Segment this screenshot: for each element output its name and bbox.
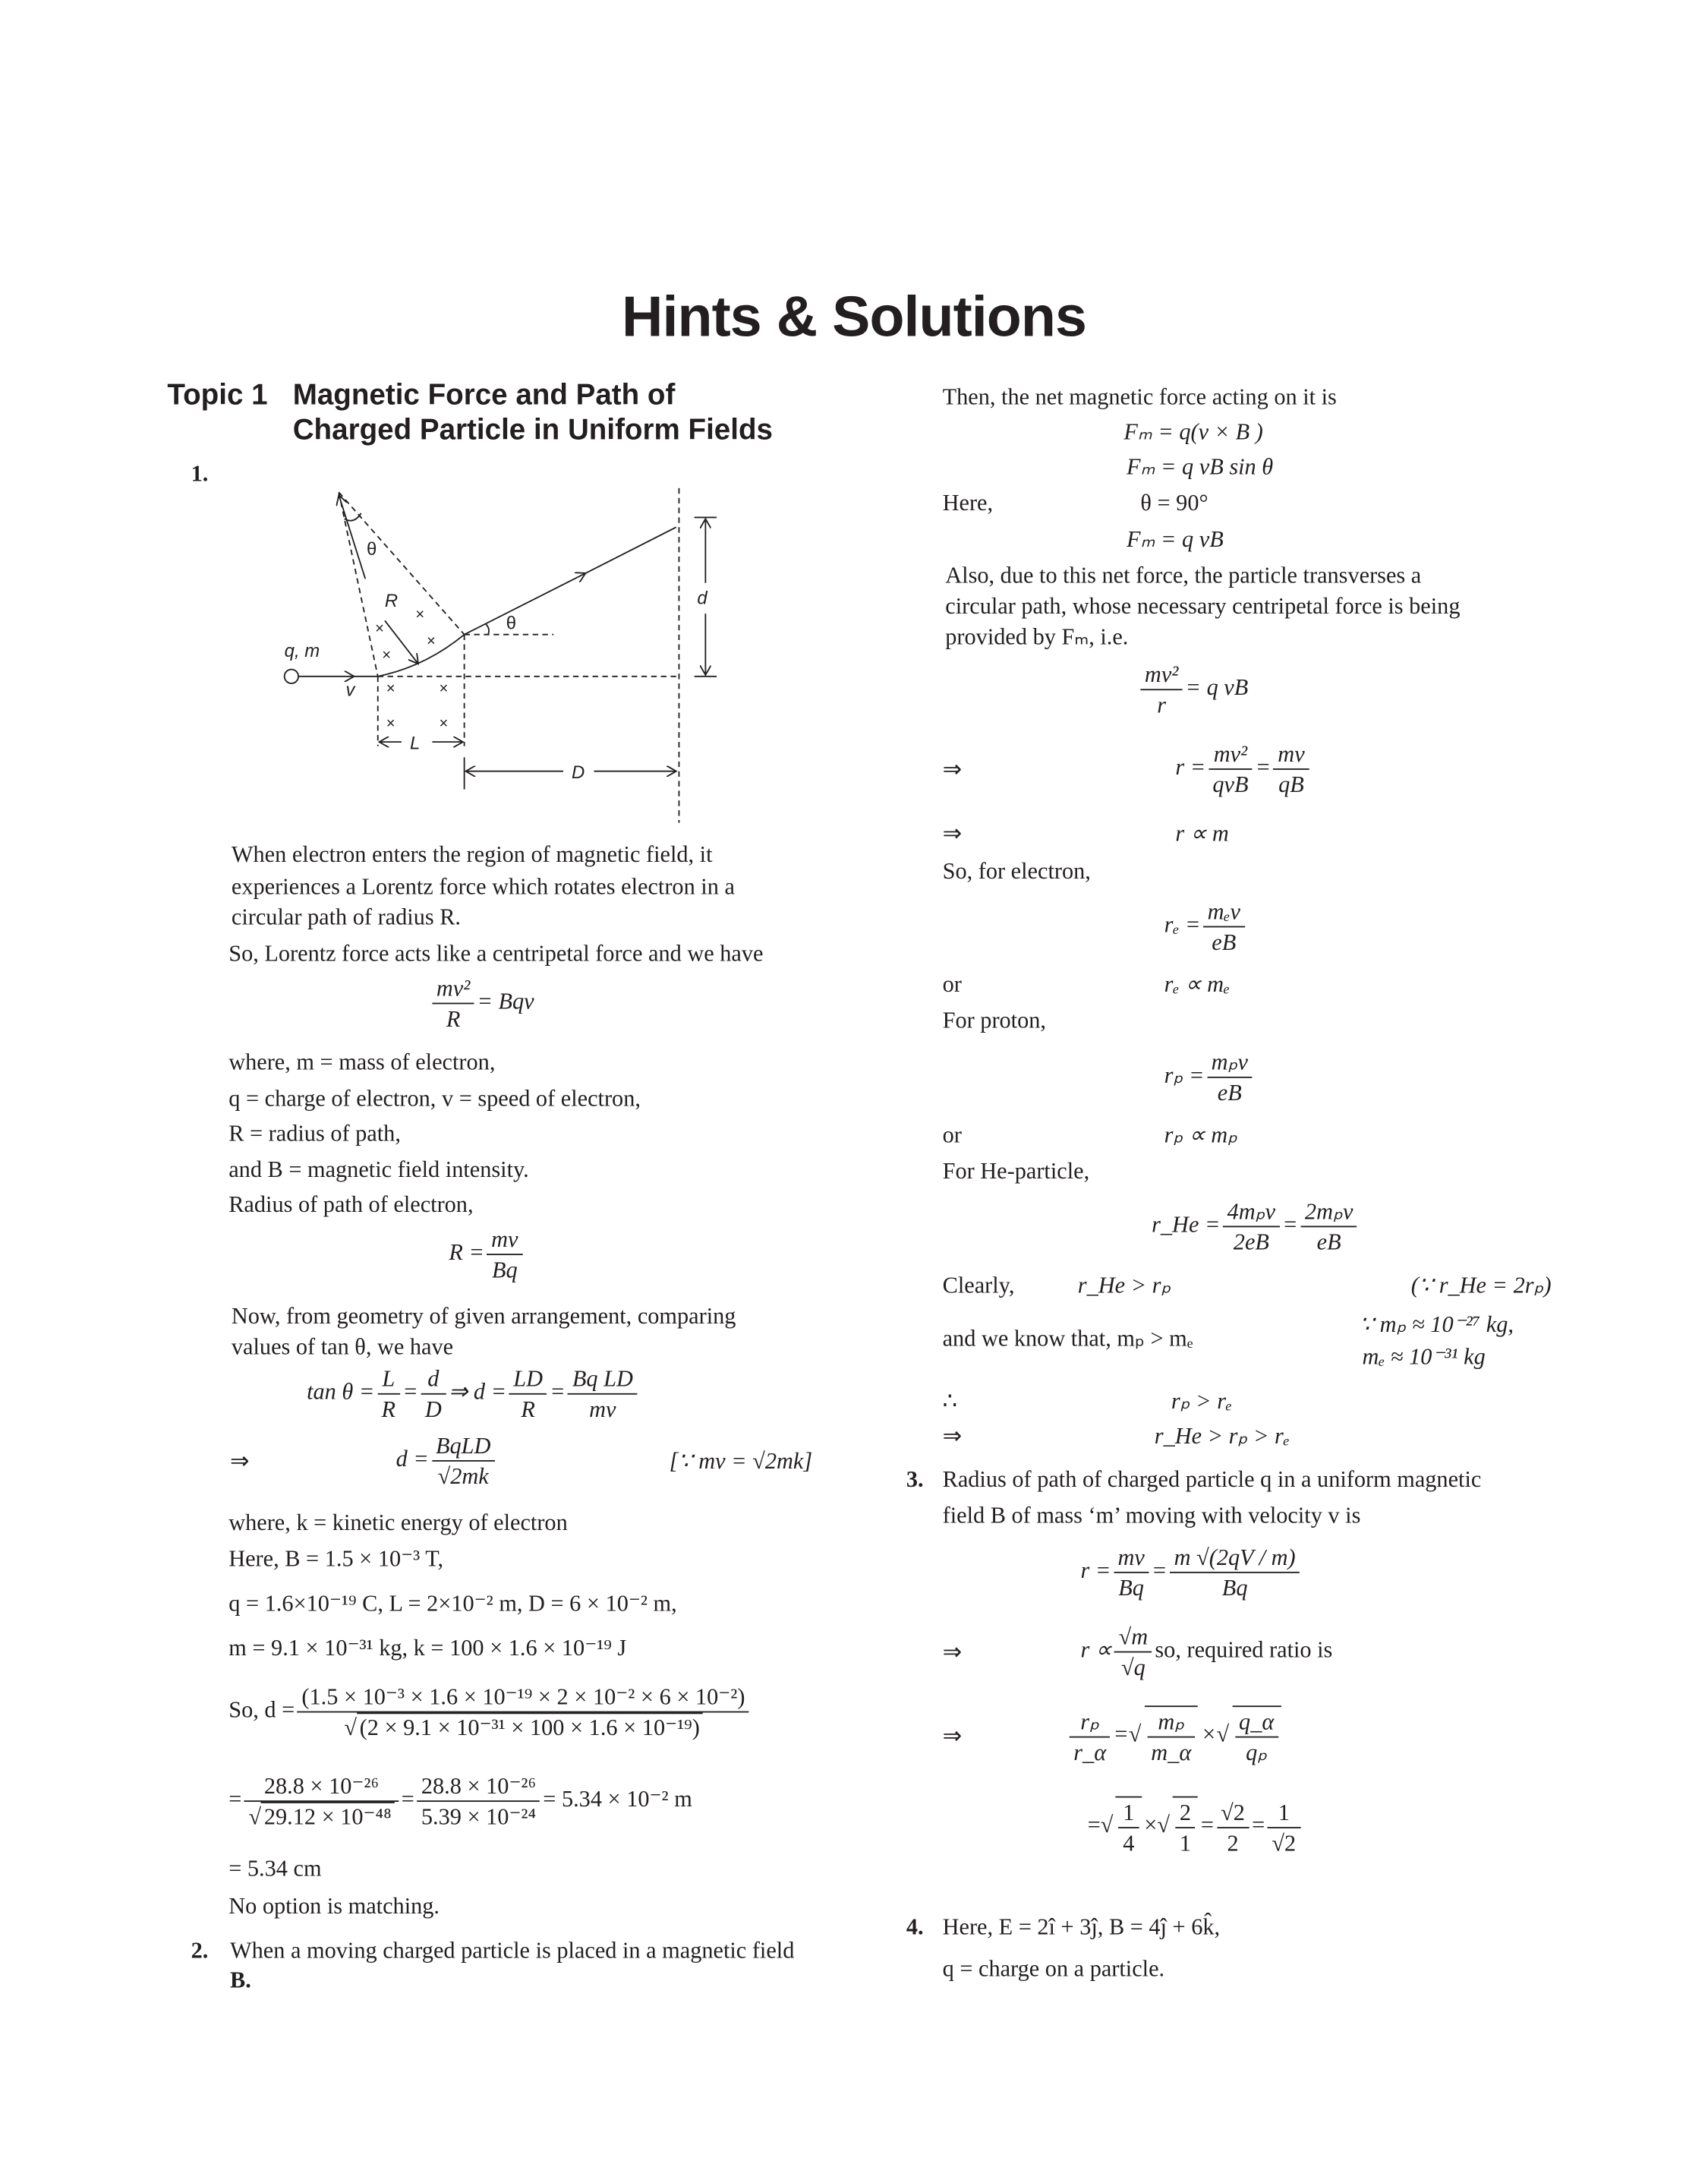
magnetic-field-diagram	[251, 474, 739, 837]
text-line: q = charge on a particle.	[942, 1955, 1165, 1982]
label-distance: D	[572, 762, 585, 783]
text-line: q = 1.6×10⁻¹⁹ C, L = 2×10⁻² m, D = 6 × 10⁻² m,	[228, 1589, 677, 1617]
text-line: Now, from geometry of given arrangement, comparing	[231, 1302, 736, 1330]
equation-note: ∵ mₚ ≈ 10⁻²⁷ kg,	[1359, 1311, 1514, 1338]
equation-radius: r = $\frac{\text{mv²}}{\text{qvB}}$ = $\frac{mv}{qB}$	[1175, 739, 1312, 799]
text-line: values of tan θ, we have	[231, 1333, 454, 1360]
equation-comparison: r_He > rₚ	[1077, 1272, 1171, 1298]
label-charge-mass: q, m	[284, 641, 320, 662]
equation-note: (∵ r_He = 2rₚ)	[1410, 1272, 1552, 1298]
implies-arrow: ⇒	[942, 1722, 963, 1749]
equation-note: [∵ mv = √2mk]	[669, 1447, 813, 1475]
equation-comparison: rₚ > rₑ	[1171, 1387, 1232, 1415]
question-number: 2.	[191, 1937, 209, 1964]
topic-number: Topic 1	[167, 379, 268, 412]
text-line: No option is matching.	[228, 1892, 440, 1920]
text-line: Clearly,	[942, 1272, 1015, 1298]
text-line: So, for electron,	[942, 857, 1091, 885]
equation-deflection: d = $\frac{\text{BqLD}}{√2mk}$	[396, 1431, 498, 1491]
equation-he-radius: r_He = $\frac{\text{4mₚv}}{2eB}$ = $\frac{\text{2mₚv}}{eB}$	[1152, 1197, 1360, 1257]
svg-text:×: ×	[439, 680, 449, 697]
text-line: and B = magnetic field intensity.	[228, 1156, 529, 1183]
text-line: Here, B = 1.5 × 10⁻³ T,	[228, 1545, 444, 1572]
text-line: circular path, whose necessary centripetal force is being	[945, 592, 1461, 620]
text-line: or	[942, 970, 962, 998]
implies-arrow: ⇒	[942, 1422, 963, 1450]
text-line: Radius of path of charged particle q in a uniform magnetic	[942, 1465, 1482, 1493]
equation-proportional: r ∝ m	[1175, 819, 1229, 847]
topic-title-line2: Charged Particle in Uniform Fields	[292, 414, 773, 446]
implies-arrow: ⇒	[942, 1639, 963, 1666]
question-number: 4.	[906, 1913, 924, 1940]
text-line: circular path of radius R.	[231, 904, 462, 931]
text-line: B.	[230, 1966, 251, 1993]
text-line: q = charge of electron, v = speed of electron,	[228, 1084, 641, 1112]
equation-ratio-result: =√ $\frac{1}{4}$ ×√ $\frac{2}{1}$ = $\frac{√2}{2}$ = $\frac{1}{√2}$	[1088, 1797, 1303, 1858]
label-theta-exit: θ	[506, 613, 517, 634]
text-line: Radius of path of electron,	[228, 1191, 474, 1218]
text-line: where, k = kinetic energy of electron	[228, 1509, 568, 1536]
equation-centripetal: $\frac{\text{mv²}}{R}$ = Bqv	[430, 973, 534, 1033]
text-line: So, Lorentz force acts like a centripetal force and we have	[228, 939, 764, 967]
label-radius: R	[384, 590, 399, 611]
svg-text:×: ×	[415, 606, 425, 623]
svg-text:×: ×	[382, 646, 392, 664]
svg-text:×: ×	[375, 620, 384, 637]
equation-d-substitution: So, d = $\frac{\text{(1.5 × 10⁻³ × 1.6 × 10⁻¹⁹ × 2 × 10⁻² × 6 × 10⁻²)}}{\text{√ (2 × 9.1 × 10⁻³¹ × 100 × 1.6 × 10⁻¹⁹)}}$	[228, 1682, 752, 1742]
equation-centripetal: $\frac{\text{mv²}}{r}$ = q vB	[1138, 660, 1249, 720]
svg-text:×: ×	[439, 715, 449, 732]
deflected-path	[465, 573, 586, 635]
question-number: 3.	[906, 1465, 924, 1493]
svg-text:×: ×	[386, 715, 395, 732]
therefore-symbol: ∴	[942, 1387, 957, 1415]
equation-theta: θ = 90°	[1140, 489, 1209, 516]
text-line: Also, due to this net force, the particle transverses a	[945, 562, 1422, 589]
text-line: For He-particle,	[942, 1157, 1090, 1185]
equation-radius: R = $\frac{mv}{Bq}$	[449, 1225, 525, 1285]
text-line: Here, E = 2î + 3ĵ, B = 4ĵ + 6k̂,	[942, 1913, 1221, 1940]
equation-comparison: r_He > rₚ > rₑ	[1154, 1422, 1290, 1450]
text-line: = 5.34 cm	[228, 1854, 322, 1882]
equation-radius: r = $\frac{mv}{Bq}$ = $\frac{m √(2qV / m)}{Bq}$	[1080, 1542, 1302, 1602]
text-line: Then, the net magnetic force acting on it is	[942, 383, 1337, 410]
charged-particle	[285, 670, 298, 683]
equation-proportional: rₚ ∝ mₚ	[1164, 1121, 1238, 1148]
question-number: 1.	[191, 460, 209, 487]
text-line: m = 9.1 × 10⁻³¹ kg, k = 100 × 1.6 × 10⁻¹⁹ J	[228, 1634, 627, 1661]
equation-force: Fₘ = q vB sin θ	[1127, 453, 1274, 480]
implies-arrow: ⇒	[942, 756, 963, 783]
page-title: Hints & Solutions	[622, 284, 1086, 349]
equation-force: Fₘ = q vB	[1127, 525, 1224, 553]
text-line: where, m = mass of electron,	[228, 1049, 496, 1076]
text-line: provided by Fₘ, i.e.	[945, 623, 1129, 650]
text-line: When a moving charged particle is placed in a magnetic field	[230, 1937, 795, 1964]
label-theta-apex: θ	[367, 539, 377, 560]
equation-proportional: rₑ ∝ mₑ	[1164, 970, 1231, 998]
label-velocity: v	[345, 680, 355, 701]
implies-arrow: ⇒	[942, 819, 963, 847]
text-line: and we know that, mₚ > mₑ	[942, 1324, 1193, 1352]
equation-electron-radius: rₑ = $\frac{\text{mₑv}}{eB}$	[1164, 897, 1247, 957]
label-deflection: d	[697, 588, 707, 609]
equation-force: Fₘ = q(v × B )	[1123, 418, 1263, 445]
svg-text:×: ×	[427, 633, 436, 650]
topic-title-line1: Magnetic Force and Path of	[292, 379, 676, 412]
text-line: R = radius of path,	[228, 1119, 401, 1147]
text-line: When electron enters the region of magnetic field, it	[231, 841, 713, 868]
text-line: For proton,	[942, 1007, 1046, 1033]
equation-proportional: r ∝ $\frac{√m}{√q}$ so, required ratio is	[1080, 1623, 1333, 1681]
label-length: L	[409, 733, 421, 754]
svg-text:×: ×	[386, 680, 395, 697]
text-line: Here,	[942, 489, 994, 516]
text-line: experiences a Lorentz force which rotates electron in a	[231, 872, 735, 900]
equation-d-result: = $\frac{\text{28.8 × 10⁻²⁶}}{\text{√ 29.12 × 10⁻⁴⁸}}$ = $\frac{\text{28.8 × 10⁻²⁶}}{\text{5.39 × 10⁻²⁴}}$ = 5.34 × 10⁻² m	[228, 1772, 692, 1830]
equation-note: mₑ ≈ 10⁻³¹ kg	[1362, 1342, 1486, 1370]
equation-ratio: $\frac{\text{rₚ}}{r\_\alpha}$ =√ $\frac{\text{mₚ}}{m\_\alpha}$ ×√ $\frac{q\_\alpha}{\text{qₚ}}$	[1067, 1705, 1284, 1767]
equation-tan-theta: tan θ = $\frac{L}{R}$ = $\frac{d}{D}$ ⇒ d = $\frac{LD}{R}$ = $\frac{\text{Bq LD}}{mv}$	[307, 1364, 640, 1424]
implies-arrow: ⇒	[230, 1447, 250, 1475]
text-line: field B of mass ‘m’ moving with velocity v is	[942, 1502, 1361, 1529]
text-line: or	[942, 1121, 962, 1148]
equation-proton-radius: rₚ = $\frac{\text{mₚv}}{eB}$	[1164, 1047, 1256, 1107]
